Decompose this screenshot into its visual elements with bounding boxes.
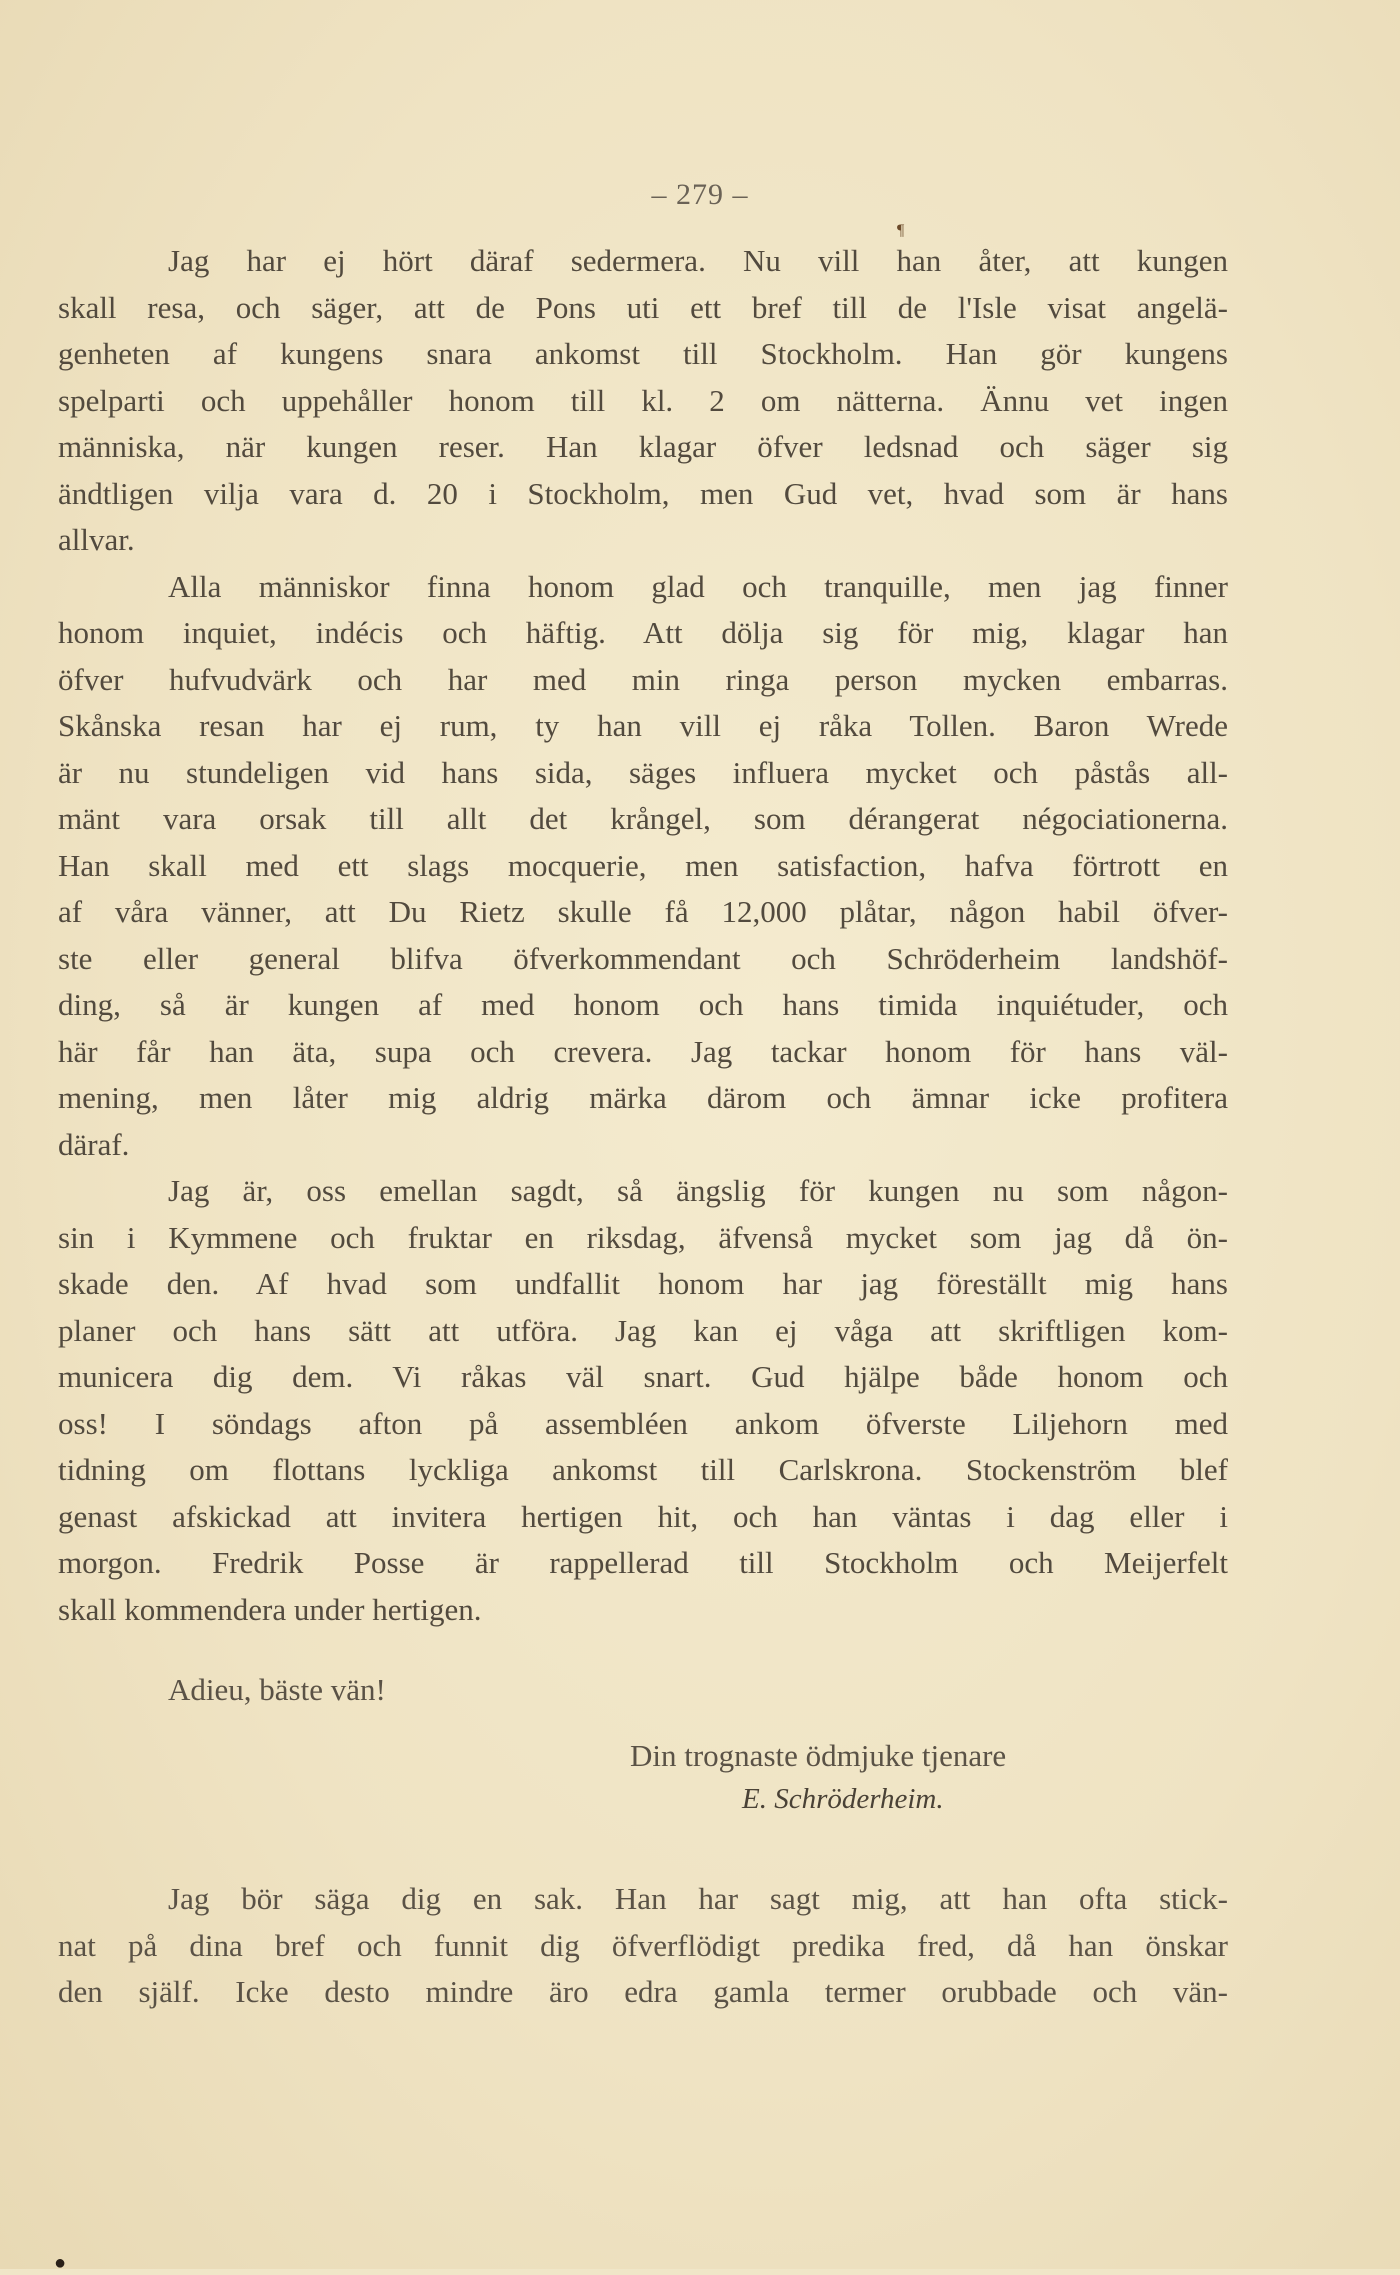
text-line: nat på dina bref och funnit dig öfverflödigt predika fred, då han önskar	[58, 1927, 1228, 1963]
text-line: municera dig dem. Vi råkas väl snart. Gud hjälpe både honom och	[58, 1359, 1228, 1394]
paragraph-1	[58, 238, 1228, 564]
text-line: oss! I söndags afton på assembléen ankom öfverste Liljehorn med	[58, 1405, 1228, 1441]
paragraph-2	[58, 564, 1228, 1169]
text-line: Jag är, oss emellan sagdt, så ängslig för kungen nu som någon-	[168, 1173, 1228, 1208]
signature: E. Schröderheim.	[742, 1783, 944, 1815]
text-line: skall kommendera under hertigen.	[58, 1591, 482, 1627]
closing-line: Din trognaste ödmjuke tjenare	[630, 1738, 1007, 1773]
text-line: Alla människor finna honom glad och tranquille, men jag finner	[168, 568, 1228, 604]
text-line: genast afskickad att invitera hertigen hit, och han väntas i dag eller i	[58, 1498, 1228, 1534]
page-number: – 279 –	[651, 178, 749, 211]
text-line: den själf. Icke desto mindre äro edra gamla termer orubbade och vän-	[58, 1974, 1228, 2009]
text-line: planer och hans sätt att utföra. Jag kan ej våga att skriftligen kom-	[58, 1312, 1228, 1348]
text-line: sin i Kymmene och fruktar en riksdag, äfvenså mycket som jag då ön-	[58, 1219, 1228, 1255]
text-line: spelparti och uppehåller honom till kl. 2 om nätterna. Ännu vet ingen	[58, 382, 1228, 418]
text-line: af våra vänner, att Du Rietz skulle få 12,000 plåtar, någon habil öfver-	[58, 894, 1228, 929]
text-line: tidning om flottans lyckliga ankomst till Carlskrona. Stockenström blef	[58, 1452, 1228, 1487]
paragraph-3	[58, 1168, 1228, 1633]
text-line: Jag har ej hört däraf sedermera. Nu vill han åter, att kungen	[168, 243, 1228, 278]
text-line: honom inquiet, indécis och häftig. Att dölja sig för mig, klagar han	[58, 615, 1228, 650]
text-line: mänt vara orsak till allt det krångel, som dérangerat négociationerna.	[58, 801, 1228, 836]
text-line: genheten af kungens snara ankomst till Stockholm. Han gör kungens	[58, 336, 1228, 371]
text-line: öfver hufvudvärk och har med min ringa person mycken embarras.	[58, 661, 1228, 697]
valediction: Adieu, bäste vän!	[168, 1672, 386, 1707]
text-line: allvar.	[58, 522, 135, 557]
text-line: skade den. Af hvad som undfallit honom har jag föreställt mig hans	[58, 1266, 1228, 1301]
text-line: ste eller general blifva öfverkommendant och Schröderheim landshöf-	[58, 940, 1228, 976]
text-line: Skånska resan har ej rum, ty han vill ej råka Tollen. Baron Wrede	[58, 708, 1228, 743]
ink-dot-mark: ●	[54, 2252, 67, 2274]
text-line: mening, men låter mig aldrig märka därom och ämnar icke profitera	[58, 1080, 1228, 1115]
text-line: människa, när kungen reser. Han klagar öfver ledsnad och säger sig	[58, 429, 1228, 464]
letter-body	[58, 238, 1228, 1633]
text-line: däraf.	[58, 1126, 130, 1162]
text-line: Han skall med ett slags mocquerie, men satisfaction, hafva förtrott en	[58, 847, 1228, 883]
text-line: här får han äta, supa och crevera. Jag tackar honom för hans väl-	[58, 1033, 1228, 1069]
printer-mark: ¶	[897, 222, 905, 239]
postscript	[58, 1876, 1228, 2016]
text-line: skall resa, och säger, att de Pons uti ett bref till de l'Isle visat angelä-	[58, 289, 1228, 325]
text-line: Jag bör säga dig en sak. Han har sagt mig, att han ofta stick-	[168, 1881, 1228, 1916]
text-line: ding, så är kungen af med honom och hans timida inquiétuder, och	[58, 987, 1228, 1022]
text-line: ändtligen vilja vara d. 20 i Stockholm, men Gud vet, hvad som är hans	[58, 475, 1228, 511]
text-line: morgon. Fredrik Posse är rappellerad till Stockholm och Meijerfelt	[58, 1545, 1228, 1580]
text-line: är nu stundeligen vid hans sida, säges influera mycket och påstås all-	[58, 754, 1228, 790]
